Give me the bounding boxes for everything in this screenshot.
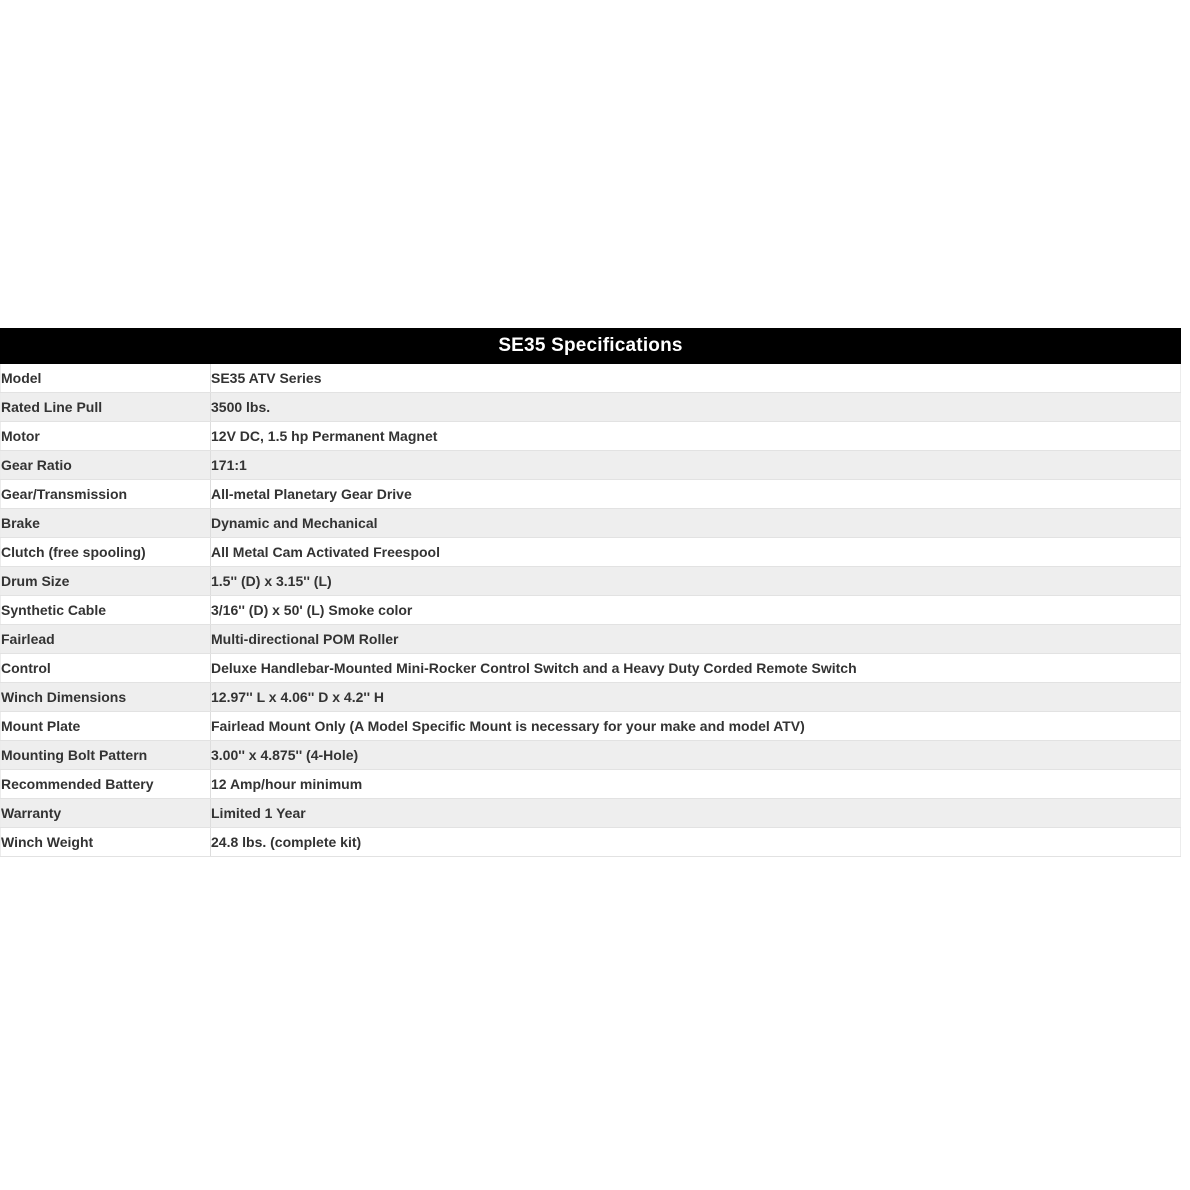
- spec-value: 171:1: [211, 451, 1181, 480]
- spec-value: SE35 ATV Series: [211, 364, 1181, 393]
- spec-label: Mounting Bolt Pattern: [1, 741, 211, 770]
- spec-value: Fairlead Mount Only (A Model Specific Mount is necessary for your make and model ATV): [211, 712, 1181, 741]
- spec-row: [1, 451, 1181, 480]
- spec-label: Fairlead: [1, 625, 211, 654]
- spec-label: Gear Ratio: [1, 451, 211, 480]
- spec-table-title: SE35 Specifications: [0, 328, 1181, 364]
- spec-row: [1, 509, 1181, 538]
- spec-label: Model: [1, 364, 211, 393]
- spec-value: 24.8 lbs. (complete kit): [211, 828, 1181, 857]
- spec-table: [0, 364, 1181, 857]
- spec-row: [1, 596, 1181, 625]
- spec-row: [1, 712, 1181, 741]
- spec-row: [1, 799, 1181, 828]
- spec-row: [1, 364, 1181, 393]
- spec-row: [1, 393, 1181, 422]
- spec-label: Mount Plate: [1, 712, 211, 741]
- spec-label: Winch Weight: [1, 828, 211, 857]
- spec-value: 3.00'' x 4.875'' (4-Hole): [211, 741, 1181, 770]
- spec-label: Synthetic Cable: [1, 596, 211, 625]
- spec-table-body: [1, 364, 1181, 857]
- spec-value: 1.5'' (D) x 3.15'' (L): [211, 567, 1181, 596]
- spec-label: Winch Dimensions: [1, 683, 211, 712]
- spec-value: Limited 1 Year: [211, 799, 1181, 828]
- spec-value: 3500 lbs.: [211, 393, 1181, 422]
- spec-row: [1, 683, 1181, 712]
- spec-row: [1, 770, 1181, 799]
- spec-row: [1, 567, 1181, 596]
- spec-value: All-metal Planetary Gear Drive: [211, 480, 1181, 509]
- spec-label: Gear/Transmission: [1, 480, 211, 509]
- spec-label: Motor: [1, 422, 211, 451]
- spec-row: [1, 828, 1181, 857]
- spec-row: [1, 654, 1181, 683]
- spec-row: [1, 480, 1181, 509]
- spec-label: Recommended Battery: [1, 770, 211, 799]
- spec-label: Brake: [1, 509, 211, 538]
- spec-row: [1, 422, 1181, 451]
- spec-value: Deluxe Handlebar-Mounted Mini-Rocker Control Switch and a Heavy Duty Corded Remote Switch: [211, 654, 1181, 683]
- spec-label: Clutch (free spooling): [1, 538, 211, 567]
- spec-value: 12V DC, 1.5 hp Permanent Magnet: [211, 422, 1181, 451]
- spec-row: [1, 741, 1181, 770]
- spec-value: Multi-directional POM Roller: [211, 625, 1181, 654]
- spec-label: Rated Line Pull: [1, 393, 211, 422]
- spec-value: 12 Amp/hour minimum: [211, 770, 1181, 799]
- spec-value: 3/16'' (D) x 50' (L) Smoke color: [211, 596, 1181, 625]
- spec-row: [1, 625, 1181, 654]
- spec-value: 12.97'' L x 4.06'' D x 4.2'' H: [211, 683, 1181, 712]
- spec-table-container: [0, 328, 1181, 857]
- spec-value: Dynamic and Mechanical: [211, 509, 1181, 538]
- spec-row: [1, 538, 1181, 567]
- spec-label: Control: [1, 654, 211, 683]
- spec-value: All Metal Cam Activated Freespool: [211, 538, 1181, 567]
- spec-label: Drum Size: [1, 567, 211, 596]
- spec-label: Warranty: [1, 799, 211, 828]
